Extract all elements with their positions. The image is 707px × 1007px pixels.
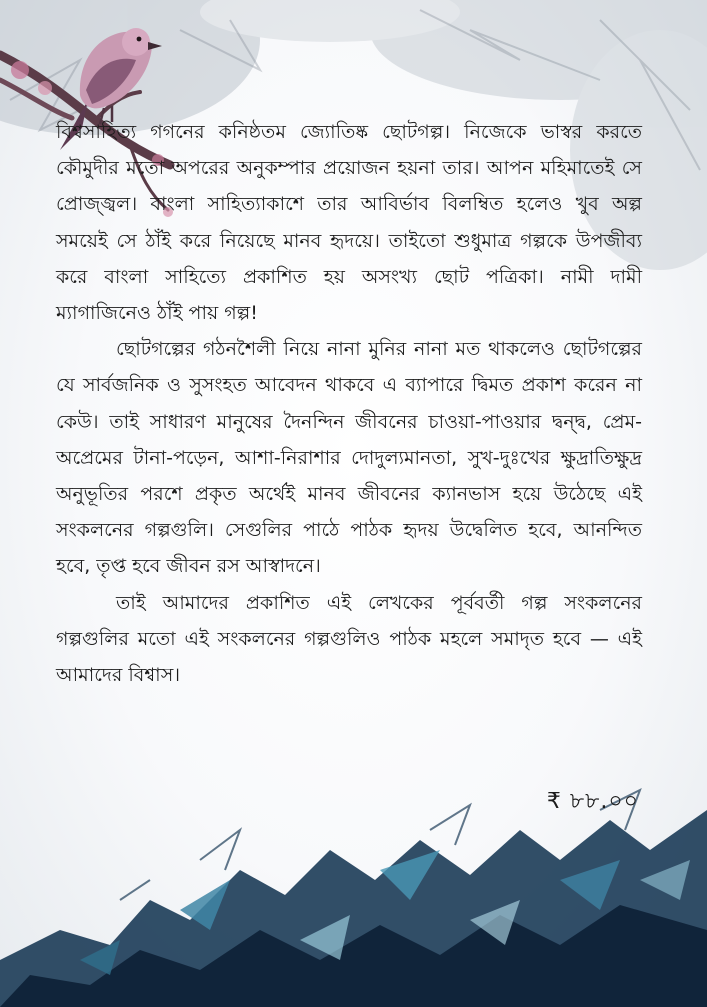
- blurb-paragraph-2: ছোটগল্পের গঠনশৈলী নিয়ে নানা মুনির নানা মত থাকলেও ছোটগল্পের যে সার্বজনিক ও সুসংহত আবেদন থাকবে এ ব্যাপারে দ্বিমত প্রকাশ করেন না কেউ। তাই সাধারণ মানুষের দৈনন্দিন জীবনের চাওয়া-পাওয়ার দ্বন্দ্ব, প্রেম-অপ্রেমের টানা-পড়েন, আশা-নিরাশার দোদুল্যমানতা, সুখ-দুঃখের ক্ষুদ্রাতিক্ষুদ্র অনুভূতির পরশে প্রকৃত অর্থেই মানব জীবনের ক্যানভাস হয়ে উঠেছে এই সংকলনের গল্পগুলি। সেগুলির পাঠে পাঠক হৃদয় উদ্বেলিত হবে, আনন্দিত হবে, তৃপ্ত হবে জীবন রস আস্বাদনে।: [56, 338, 642, 578]
- blurb-text: [56, 114, 642, 693]
- blurb-paragraph-3: তাই আমাদের প্রকাশিত এই লেখকের পূর্ববর্তী গল্প সংকলনের গল্পগুলির মতো এই সংকলনের গল্পগুলিও পাঠক মহলে সমাদৃত হবে — এই আমাদের বিশ্বাস।: [56, 591, 642, 687]
- ink-splash-bottom: [0, 810, 707, 1007]
- blurb-paragraph-1: বিশ্বসাহিত্য গগনের কনিষ্ঠতম জ্যোতিষ্ক ছোটগল্প। নিজেকে ভাস্বর করতে কৌমুদীর মতো অপরের অনুকম্পার প্রয়োজন হয়না তার। আপন মহিমাতেই সে প্রোজ্জ্বল। বাংলা সাহিত্যাকাশে তার আবির্ভাব বিলম্বিত হলেও খুব অল্প সময়েই সে ঠাঁই করে নিয়েছে মানব হৃদয়ে। তাইতো শুধুমাত্র গল্পকে উপজীব্য করে বাংলা সাহিত্যে প্রকাশিত হয় অসংখ্য ছোট পত্রিকা। নামী দামী ম্যাগাজিনেও ঠাঁই পায় গল্প!: [56, 121, 642, 325]
- price-label: ₹ ৮৮.০০: [546, 789, 639, 814]
